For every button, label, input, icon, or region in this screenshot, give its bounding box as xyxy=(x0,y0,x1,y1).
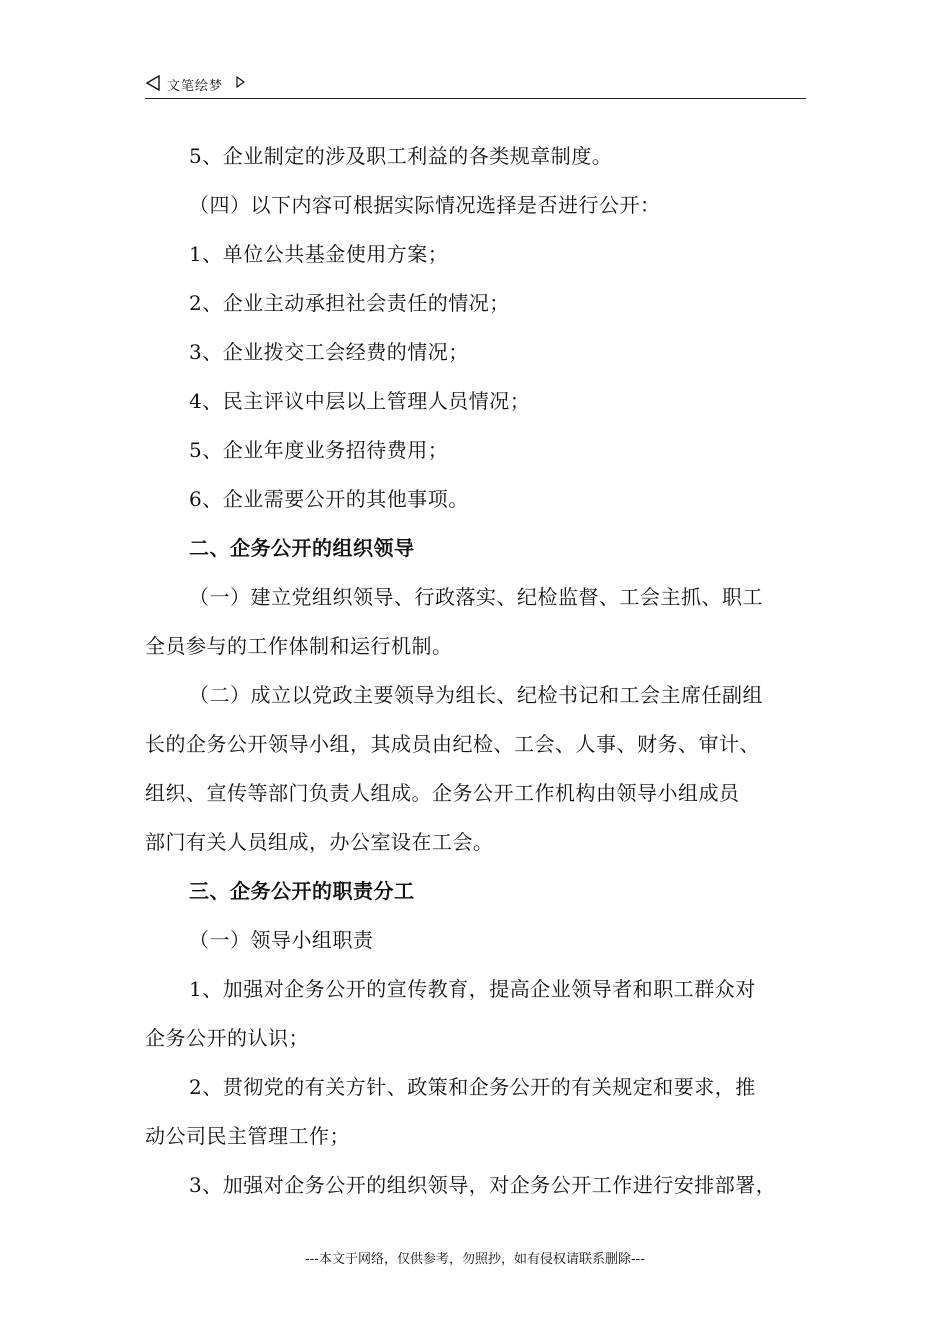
paragraph-line: 3、企业拨交工会经费的情况； xyxy=(189,340,469,364)
section-heading: 三、企务公开的职责分工 xyxy=(189,879,415,903)
document-body xyxy=(145,132,825,1210)
section-heading: 二、企务公开的组织领导 xyxy=(189,536,415,560)
paragraph-line: 企务公开的认识； xyxy=(145,1026,309,1050)
paragraph-line: 组织、宣传等部门负责人组成。企务公开工作机构由领导小组成员 xyxy=(145,781,740,805)
paragraph-line: （一）建立党组织领导、行政落实、纪检监督、工会主抓、职工 xyxy=(189,585,763,609)
paragraph-line: （四）以下内容可根据实际情况选择是否进行公开： xyxy=(189,193,661,217)
paragraph-line: 3、加强对企务公开的组织领导，对企务公开工作进行安排部署， xyxy=(189,1173,777,1197)
paragraph-line: 2、贯彻党的有关方针、政策和企务公开的有关规定和要求，推 xyxy=(189,1075,756,1099)
paragraph-line: 全员参与的工作体制和运行机制。 xyxy=(145,634,453,658)
paragraph-line: 2、企业主动承担社会责任的情况； xyxy=(189,291,510,315)
paragraph-line: （一）领导小组职责 xyxy=(189,928,374,952)
paragraph-line: 1、单位公共基金使用方案； xyxy=(189,242,449,266)
paragraph-line: 动公司民主管理工作； xyxy=(145,1124,350,1148)
paragraph-line: 部门有关人员组成，办公室设在工会。 xyxy=(145,830,494,854)
footer-disclaimer: ---本文于网络，仅供参考，勿照抄，如有侵权请联系删除--- xyxy=(304,1252,646,1267)
triangle-left-icon xyxy=(145,74,161,92)
paragraph-line: 1、加强对企务公开的宣传教育，提高企业领导者和职工群众对 xyxy=(189,977,756,1001)
triangle-right-icon xyxy=(235,76,245,88)
paragraph-line: 4、民主评议中层以上管理人员情况； xyxy=(189,389,531,413)
brand-label: 文笔绘梦 xyxy=(167,79,224,94)
paragraph-line: 5、企业年度业务招待费用； xyxy=(189,438,449,462)
paragraph-line: 长的企务公开领导小组，其成员由纪检、工会、人事、财务、审计、 xyxy=(145,732,760,756)
paragraph-line: 6、企业需要公开的其他事项。 xyxy=(189,487,469,511)
page-header xyxy=(145,72,806,99)
paragraph-line: 5、企业制定的涉及职工利益的各类规章制度。 xyxy=(189,144,613,168)
paragraph-line: （二）成立以党政主要领导为组长、纪检书记和工会主席任副组 xyxy=(189,683,763,707)
